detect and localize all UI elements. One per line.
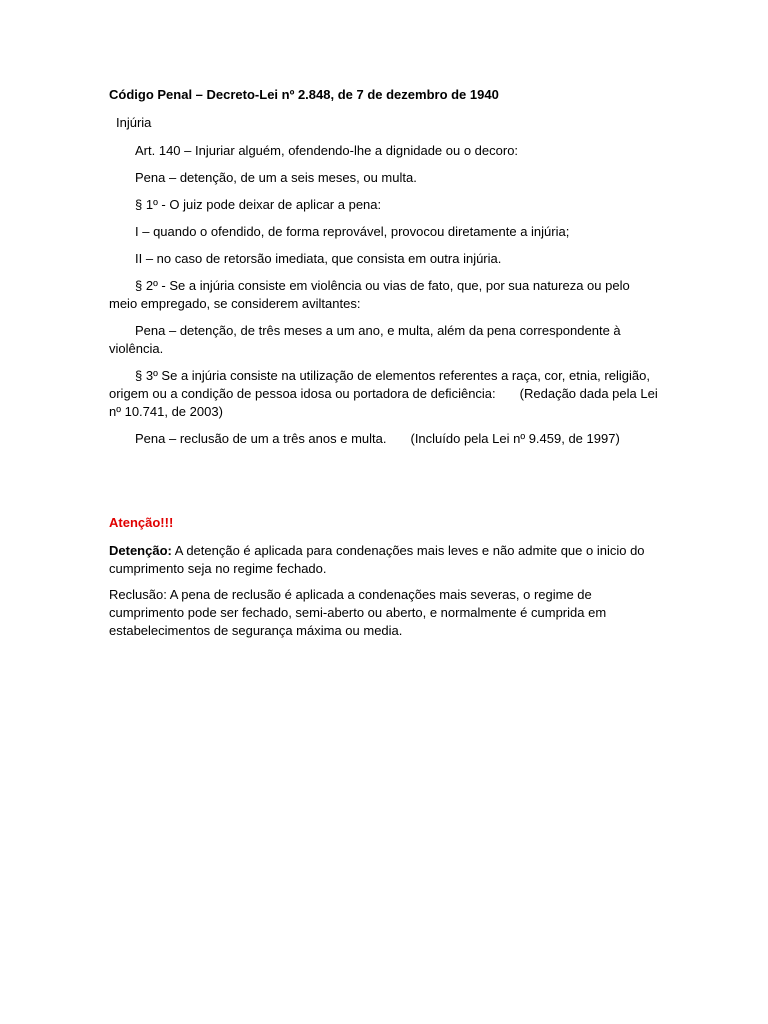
amendment-reference: (Redação dada pela Lei nº 10.741, de 2003) bbox=[109, 386, 658, 419]
document-title: Código Penal – Decreto-Lei nº 2.848, de 7 de dezembro de 1940 bbox=[109, 87, 499, 102]
article-paragraph: Art. 140 – Injuriar alguém, ofendendo-lhe a dignidade ou o decoro: bbox=[135, 143, 519, 158]
article-paragraph: § 1º - O juiz pode deixar de aplicar a pena: bbox=[135, 197, 382, 212]
article-paragraph: § 2º - Se a injúria consiste em violência ou vias de fato, que, por sua natureza ou pelo meio empregado, se considerem aviltantes: bbox=[109, 278, 630, 311]
note-reclusao bbox=[109, 586, 661, 640]
amendment-reference: (Incluído pela Lei nº 9.459, de 1997) bbox=[410, 431, 620, 446]
attention-title: Atenção!!! bbox=[109, 515, 174, 530]
paragraph-text: Pena – reclusão de um a três anos e multa. bbox=[135, 431, 387, 446]
article-paragraph: II – no caso de retorsão imediata, que consista em outra injúria. bbox=[135, 251, 502, 266]
article-paragraph-3 bbox=[109, 367, 661, 421]
article-paragraph: Pena – detenção, de três meses a um ano, e multa, além da pena correspondente à violência. bbox=[109, 323, 621, 356]
section-heading: Injúria bbox=[116, 115, 152, 130]
article-paragraph-final bbox=[109, 430, 661, 448]
note-text: A pena de reclusão é aplicada a condenações mais severas, o regime de cumprimento pode ser fechado, semi-aberto ou aberto, e normalmente é cumprida em estabelecimentos de segurança máxima ou media. bbox=[109, 587, 607, 638]
paragraph-text: § 3º Se a injúria consiste na utilização de elementos referentes a raça, cor, etnia, religião, origem ou a condição de pessoa idosa ou portadora de deficiência: bbox=[109, 368, 650, 401]
note-detencao bbox=[109, 542, 661, 578]
note-text: A detenção é aplicada para condenações mais leves e não admite que o inicio do cumprimento seja no regime fechado. bbox=[109, 543, 645, 576]
note-term: Detenção: bbox=[109, 543, 172, 558]
document-page bbox=[109, 86, 661, 648]
section-spacer bbox=[109, 457, 661, 514]
note-term: Reclusão: bbox=[109, 587, 167, 602]
article-paragraph: Pena – detenção, de um a seis meses, ou multa. bbox=[135, 170, 417, 185]
article-paragraph: I – quando o ofendido, de forma reprovável, provocou diretamente a injúria; bbox=[135, 224, 570, 239]
